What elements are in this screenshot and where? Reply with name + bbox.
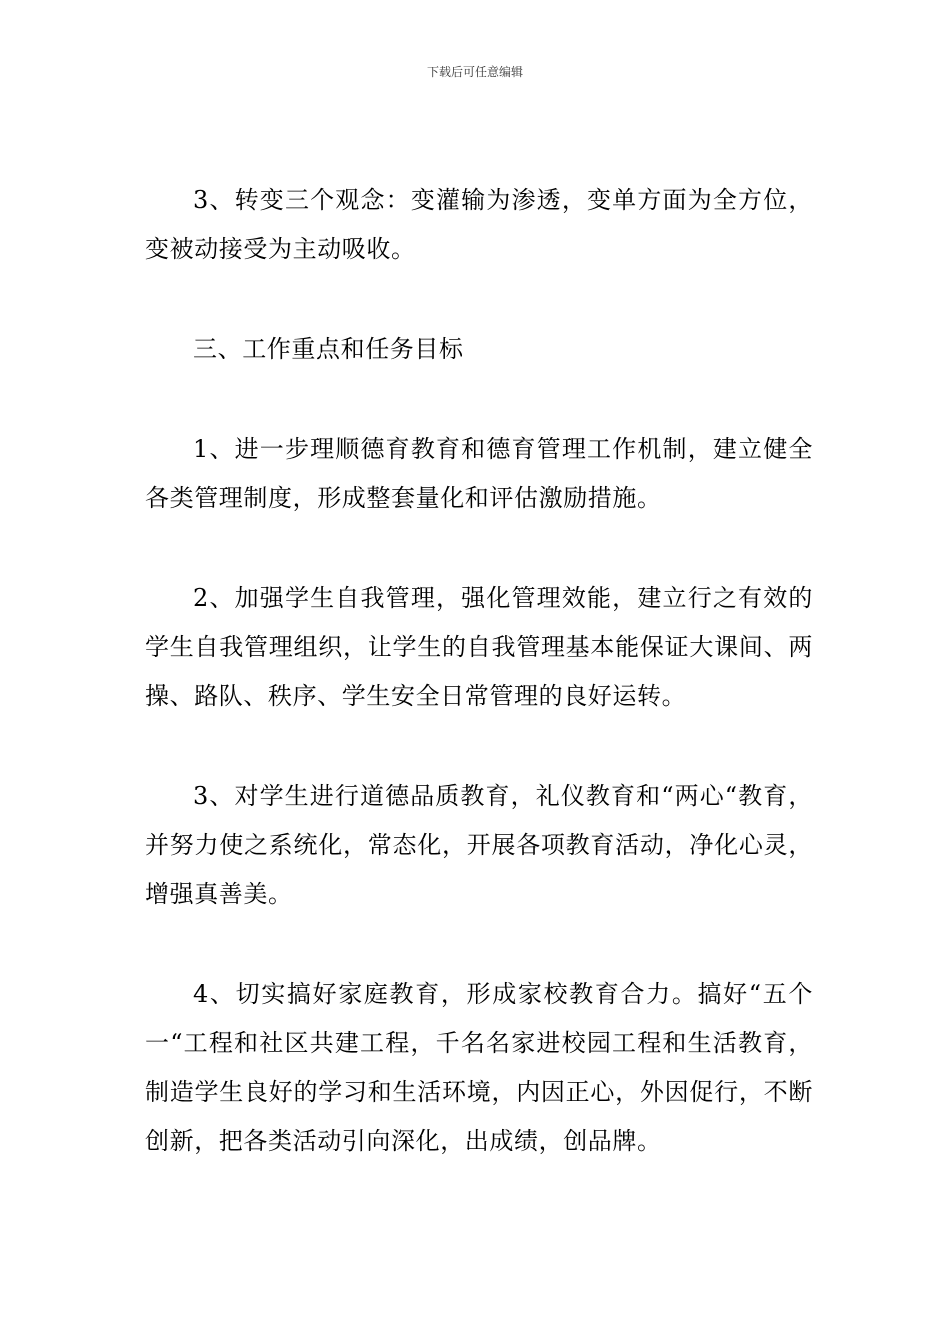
paragraph-item-1: 1、进一步理顺德育教育和德育管理工作机制，建立健全各类管理制度，形成整套量化和评估激励措施。 bbox=[145, 435, 813, 512]
document-body bbox=[145, 176, 813, 1166]
paragraph-concepts: 3、转变三个观念：变灌输为渗透，变单方面为全方位，变被动接受为主动吸收。 bbox=[145, 186, 813, 263]
page-header: 下载后可任意编辑 bbox=[426, 65, 523, 79]
section-heading-work-focus: 三、工作重点和任务目标 bbox=[193, 335, 464, 363]
paragraph-spacer bbox=[145, 374, 813, 425]
paragraph-item-3: 3、对学生进行道德品质教育，礼仪教育和“两心“教育，并努力使之系统化，常态化，开展各项教育活动，净化心灵，增强真善美。 bbox=[145, 782, 813, 908]
paragraph-spacer bbox=[145, 274, 813, 325]
paragraph-item-4: 4、切实搞好家庭教育，形成家校教育合力。搞好“五个一“工程和社区共建工程，千名名家进校园工程和生活教育，制造学生良好的学习和生活环境，内因正心，外因促行，不断创新，把各类活动引向深化，出成绩，创品牌。 bbox=[145, 980, 813, 1155]
paragraph-spacer bbox=[145, 721, 813, 772]
paragraph-spacer bbox=[145, 523, 813, 574]
paragraph-item-2: 2、加强学生自我管理，强化管理效能，建立行之有效的学生自我管理组织，让学生的自我管理基本能保证大课间、两操、路队、秩序、学生安全日常管理的良好运转。 bbox=[145, 584, 813, 710]
paragraph-spacer bbox=[145, 919, 813, 970]
